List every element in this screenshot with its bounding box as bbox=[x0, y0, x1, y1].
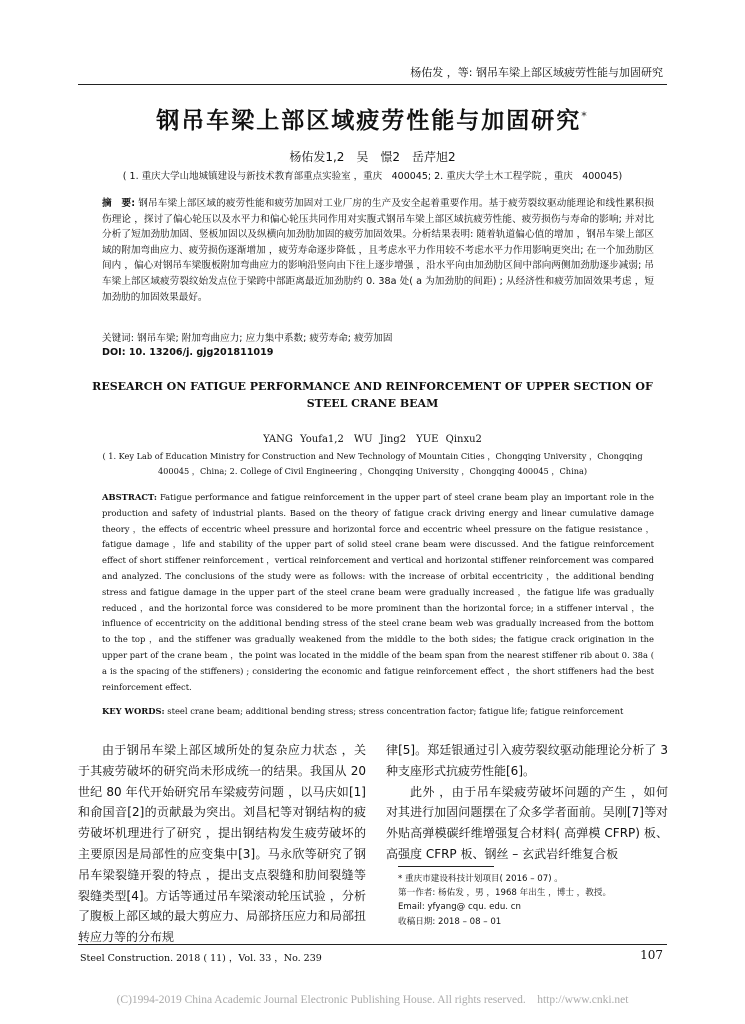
footnote-email: Email: yfyang@ cqu. edu. cn bbox=[398, 902, 521, 913]
running-head: 杨佑发 ，等: 钢吊车梁上部区域疲劳性能与加固研究 bbox=[410, 66, 663, 79]
header-rule bbox=[78, 84, 667, 85]
abstract-en-text: Fatigue performance and fatigue reinforcement in the upper part of steel crane beam play an important role in the production and safety of industrial plants. Based on the theory of fatigue crack driving energy and linear cumulative damage theory ，the effects of eccentric wheel pressure and horizontal force and eccentric wheel pressure on the fatigue resistance ，fatigue damage ，life and stability of the upper part of solid steel crane beam were discussed. And the fatigue reinforcement effect of short stiffener reinforcement ，vertical reinforcement and vertical and horizontal stiffener reinforcement was compared and analyzed. The conclusions of the study were as follows: with the increase of orbital eccentricity ，the additional bending stress and fatigue damage in the upper part of the steel crane beam were gradually increased ，the fatigue life was gradually reduced ，and the horizontal force was considered to be more prominent than the horizontal force; in a stiffener interval ，the influence of eccentricity on the additional bending stress of the steel crane beam web was gradually increased from the bottom to the top ，and the stiffener was gradually weakened from the middle to the both sides; the fatigue crack origination in the upper part of the crane beam ，the point was located in the middle of the beam span from the nearest stiffener rib about 0. 38a ( a is the spacing of the stiffeners) ; considering the economic and fatigue reinforcement effect ，the short stiffeners had the best reinforcement effect. bbox=[102, 492, 654, 692]
title-en: RESEARCH ON FATIGUE PERFORMANCE AND REINFORCEMENT OF UPPER SECTION OF STEEL CRANE BEAM bbox=[92, 380, 653, 410]
body-paragraph-right-2: 此外 ，由于吊车梁疲劳破坏问题的产生 ，如何对其进行加固问题摆在了众多学者面前。吴刚[7]等对外贴高弹模碳纤维增强复合材料( 高弹模 CFRP) 板、高强度 CFRP 板、钢丝 – 玄武岩纤维复合板 bbox=[386, 784, 668, 861]
body-paragraph-right-1: 律[5]。郑廷银通过引入疲劳裂纹驱动能理论分析了 3 种支座形式抗疲劳性能[6]。 bbox=[386, 743, 668, 778]
copyright-watermark: (C)1994-2019 China Academic Journal Electronic Publishing House. All rights reserved. http://www.cnki.net bbox=[116, 994, 629, 1006]
keywords-en-text: steel crane beam; additional bending stress; stress concentration factor; fatigue life; fatigue reinforcement bbox=[167, 706, 624, 716]
title-text: 钢吊车梁上部区域疲劳性能与加固研究 bbox=[156, 108, 582, 134]
footnote-first-author: 第一作者: 杨佑发 ，男 ，1968 年出生 ，博士 ，教授。 bbox=[398, 888, 612, 899]
paper-title bbox=[60, 102, 685, 135]
body-column-left bbox=[78, 740, 366, 948]
doi: DOI: 10. 13206/j. gjg201811019 bbox=[102, 347, 274, 358]
authors-en: YANG Youfa1,2 WU Jing2 YUE Qinxu2 bbox=[263, 434, 482, 445]
affiliations-en: ( 1. Key Lab of Education Ministry for Construction and New Technology of Mountain Cities ，Chongqing University ，Chongqing 400045 ，China; 2. College of Civil Engineering ，Chongqing University ，Chongqing 400045 ，China) bbox=[102, 451, 643, 476]
journal-footer: Steel Construction. 2018 ( 11) ，Vol. 33 ，No. 239 bbox=[80, 953, 322, 964]
abstract-en bbox=[102, 490, 654, 695]
abstract-cn bbox=[102, 196, 654, 305]
keywords-cn-text: 钢吊车梁; 附加弯曲应力; 应力集中系数; 疲劳寿命; 疲劳加固 bbox=[137, 333, 393, 344]
body-column-right bbox=[386, 740, 668, 865]
footnote-funding: * 重庆市建设科技计划项目( 2016 – 07) 。 bbox=[398, 874, 563, 884]
authors-cn: 杨佑发1,2 吴 憬2 岳芹旭2 bbox=[289, 150, 456, 164]
footnote-received-date: 收稿日期: 2018 – 08 – 01 bbox=[398, 916, 502, 927]
abstract-cn-label: 摘 要: bbox=[102, 198, 136, 209]
keywords-cn-label: 关键词: bbox=[102, 333, 135, 344]
title-footnote-mark: * bbox=[581, 109, 589, 123]
abstract-en-label: ABSTRACT: bbox=[102, 492, 158, 502]
abstract-cn-text: 钢吊车梁上部区域的疲劳性能和疲劳加固对工业厂房的生产及安全起着重要作用。基于疲劳裂纹驱动能理论和线性累积损伤理论 ，探讨了偏心轮压以及水平力和偏心轮压共同作用对实腹式钢吊车梁上部区域抗疲劳性能、疲劳损伤与寿命的影响; 并对比分析了短加劲肋加固、竖板加固以及纵横向加劲肋加固的疲劳加固效果。分析结果表明: 随着轨道偏心值的增加 ，钢吊车梁上部区域的附加弯曲应力、疲劳损伤逐渐增加 ，疲劳寿命逐步降低 ，且考虑水平力作用较不考虑水平力作用影响更突出; 在一个加劲肋区间内 ，偏心对钢吊车梁腹板附加弯曲应力的影响沿竖向由下往上逐步增强 ，沿水平向由加劲肋区间中部向两侧加劲肋逐步减弱; 吊车梁上部区域疲劳裂纹始发点位于梁跨中部距离最近加劲肋约 0. 38a 处( a 为加劲肋的间距) ; 从经济性和疲劳加固效果考虑 ，短加劲肋的加固效果最好。 bbox=[102, 198, 655, 303]
footnotes bbox=[398, 872, 611, 929]
page-number: 107 bbox=[640, 948, 663, 962]
keywords-en-label: KEY WORDS: bbox=[102, 706, 165, 716]
keywords-cn bbox=[102, 330, 654, 344]
footnote-rule bbox=[398, 866, 494, 867]
affiliations-cn: ( 1. 重庆大学山地城镇建设与新技术教育部重点实验室 ，重庆 400045; 2. 重庆大学土木工程学院 ，重庆 400045) bbox=[122, 171, 623, 182]
body-paragraph-left: 由于钢吊车梁上部区域所处的复杂应力状态 ，关于其疲劳破坏的研究尚未形成统一的结果。我国从 20 世纪 80 年代开始研究吊车梁疲劳问题 ，以马庆如[1]和俞国音[2]的贡献最为突出。刘昌杞等对钢结构的疲劳破坏机理进行了研究 ，提出钢结构发生疲劳破坏的主要原因是局部性的应变集中[3]。马永欣等研究了钢吊车梁裂缝开裂的特点 ，提出支点裂缝和肋间裂缝等裂缝类型[4]。方话等通过吊车梁滚动轮压试验 ，分析了腹板上部区域的最大剪应力、局部挤压应力和局部扭转应力等的分布规 bbox=[78, 743, 367, 945]
footer-rule bbox=[78, 944, 667, 945]
keywords-en bbox=[102, 706, 654, 716]
